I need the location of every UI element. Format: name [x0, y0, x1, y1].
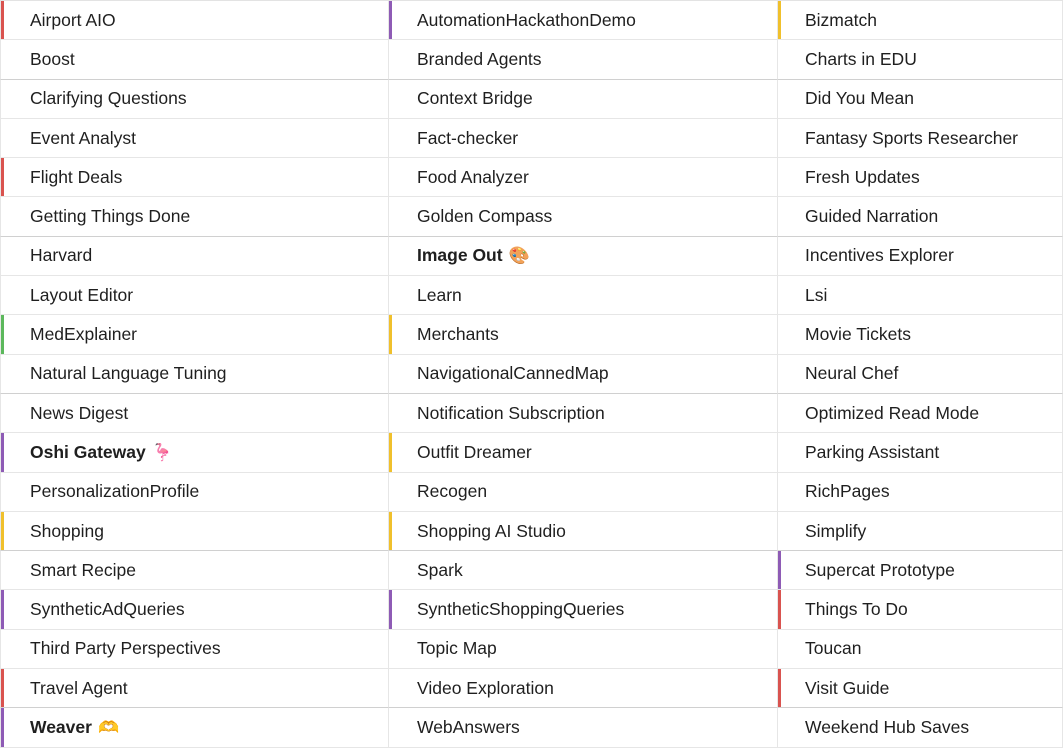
grid-item[interactable] — [0, 708, 389, 747]
grid-item[interactable] — [778, 433, 1063, 472]
grid-item-label: Merchants — [417, 324, 499, 345]
grid-item[interactable] — [778, 276, 1063, 315]
grid-item-label: Food Analyzer — [417, 166, 529, 187]
accent-bar-yellow — [389, 315, 392, 353]
grid-item-label: Travel Agent — [30, 677, 128, 698]
heart-hands-icon: 🫶 — [97, 717, 120, 737]
accent-bar-red — [1, 1, 4, 39]
grid-item[interactable] — [0, 119, 389, 158]
grid-item[interactable] — [0, 433, 389, 472]
grid-item-label: Incentives Explorer — [805, 245, 954, 266]
grid-item-label: Movie Tickets — [805, 324, 911, 345]
grid-item-label: Weekend Hub Saves — [805, 716, 970, 737]
grid-item-label: Harvard — [30, 245, 93, 266]
grid-item-label: Bizmatch — [805, 9, 877, 30]
grid-item-label: Fantasy Sports Researcher — [805, 127, 1019, 148]
accent-bar-yellow — [778, 1, 781, 39]
accent-bar-yellow — [389, 512, 392, 550]
grid-item[interactable] — [778, 590, 1063, 629]
grid-item[interactable] — [389, 276, 778, 315]
grid-item[interactable] — [778, 394, 1063, 433]
accent-bar-yellow — [1, 512, 4, 550]
grid-item-label: WebAnswers — [417, 716, 520, 737]
grid-item[interactable] — [0, 551, 389, 590]
accent-bar-purple — [389, 590, 392, 628]
grid-item[interactable] — [389, 590, 778, 629]
grid-item-label: Video Exploration — [417, 677, 554, 698]
grid-item[interactable] — [778, 119, 1063, 158]
grid-item-label: Fact-checker — [417, 127, 519, 148]
accent-bar-purple — [389, 1, 392, 39]
grid-item[interactable] — [778, 237, 1063, 276]
grid-item[interactable] — [0, 237, 389, 276]
grid-item[interactable] — [778, 630, 1063, 669]
accent-bar-red — [1, 669, 4, 707]
grid-item-label: Third Party Perspectives — [30, 638, 221, 659]
grid-item[interactable] — [0, 512, 389, 551]
accent-bar-purple — [778, 551, 781, 589]
grid-item[interactable] — [389, 197, 778, 236]
grid-item-label: Weaver — [30, 716, 92, 737]
grid-item[interactable] — [0, 394, 389, 433]
grid-item[interactable] — [0, 669, 389, 708]
grid-item[interactable] — [778, 473, 1063, 512]
accent-bar-red — [1, 158, 4, 196]
grid-item[interactable] — [778, 80, 1063, 119]
grid-item-label: Notification Subscription — [417, 402, 605, 423]
grid-item-label: Visit Guide — [805, 677, 890, 698]
grid-item[interactable] — [0, 276, 389, 315]
grid-item-label: Clarifying Questions — [30, 88, 187, 109]
grid-item[interactable] — [778, 1, 1063, 40]
grid-item[interactable] — [778, 669, 1063, 708]
grid-item-label: Toucan — [805, 638, 862, 659]
grid-item-label: Topic Map — [417, 638, 497, 659]
grid-item-label: Supercat Prototype — [805, 559, 955, 580]
grid-item-label: Airport AIO — [30, 9, 116, 30]
accent-bar-red — [778, 590, 781, 628]
grid-item[interactable] — [0, 315, 389, 354]
grid-item-label: Neural Chef — [805, 363, 899, 384]
grid-item[interactable] — [0, 473, 389, 512]
accent-bar-purple — [1, 708, 4, 746]
grid-item[interactable] — [389, 708, 778, 747]
grid-item[interactable] — [778, 315, 1063, 354]
grid-item[interactable] — [389, 355, 778, 394]
grid-item-label: Fresh Updates — [805, 166, 920, 187]
accent-bar-green — [1, 315, 4, 353]
grid-item[interactable] — [389, 40, 778, 79]
grid-item-label: Parking Assistant — [805, 441, 940, 462]
grid-item-label: MedExplainer — [30, 324, 137, 345]
accent-bar-purple — [1, 433, 4, 471]
accent-bar-purple — [1, 590, 4, 628]
grid-item-label: Boost — [30, 48, 75, 69]
grid-item-label: Learn — [417, 284, 462, 305]
grid-item-label: Outfit Dreamer — [417, 441, 532, 462]
grid-item-label: Did You Mean — [805, 88, 914, 109]
grid-item-label: Getting Things Done — [30, 206, 191, 227]
grid-item[interactable] — [778, 512, 1063, 551]
grid-item[interactable] — [0, 158, 389, 197]
grid-item-label: SyntheticAdQueries — [30, 599, 185, 620]
grid-item-label: Lsi — [805, 284, 828, 305]
grid-item-label: Recogen — [417, 481, 488, 502]
grid-item-label: Event Analyst — [30, 127, 137, 148]
accent-bar-yellow — [389, 433, 392, 471]
grid-item-label: Shopping AI Studio — [417, 520, 566, 541]
grid-item[interactable] — [0, 355, 389, 394]
grid-item[interactable] — [389, 237, 778, 276]
grid-item[interactable] — [389, 394, 778, 433]
grid-item-label: Context Bridge — [417, 88, 533, 109]
accent-bar-red — [778, 669, 781, 707]
grid-item-label: Charts in EDU — [805, 48, 917, 69]
grid-item[interactable] — [389, 158, 778, 197]
grid-item[interactable] — [389, 512, 778, 551]
flamingo-icon: 🦩 — [151, 442, 173, 462]
grid-item-label: AutomationHackathonDemo — [417, 9, 636, 30]
grid-item-label: Guided Narration — [805, 206, 939, 227]
grid-item-label: Image Out — [417, 245, 503, 266]
grid-item[interactable] — [0, 590, 389, 629]
grid-item-label: Optimized Read Mode — [805, 402, 980, 423]
grid-item[interactable] — [0, 1, 389, 40]
grid-item-label: NavigationalCannedMap — [417, 363, 609, 384]
grid-item[interactable] — [778, 197, 1063, 236]
grid-item[interactable] — [389, 630, 778, 669]
grid-item[interactable] — [0, 197, 389, 236]
grid-item[interactable] — [389, 433, 778, 472]
grid-item-label: SyntheticShoppingQueries — [417, 599, 625, 620]
grid-item[interactable] — [778, 40, 1063, 79]
grid-item-label: Spark — [417, 559, 463, 580]
palette-icon: 🎨 — [508, 246, 530, 266]
grid-item[interactable] — [778, 355, 1063, 394]
grid-item[interactable] — [389, 669, 778, 708]
grid-item-label: Golden Compass — [417, 206, 553, 227]
grid-item-label: News Digest — [30, 402, 129, 423]
grid-item-label: PersonalizationProfile — [30, 481, 200, 502]
grid-item[interactable] — [778, 158, 1063, 197]
grid-item[interactable] — [389, 80, 778, 119]
grid-item[interactable] — [389, 551, 778, 590]
grid-item[interactable] — [389, 315, 778, 354]
grid-item[interactable] — [0, 40, 389, 79]
grid-item[interactable] — [0, 630, 389, 669]
grid-item-label: Layout Editor — [30, 284, 134, 305]
grid-item[interactable] — [389, 473, 778, 512]
grid-item[interactable] — [778, 708, 1063, 747]
grid-item-label: Flight Deals — [30, 166, 123, 187]
grid-item-label: Smart Recipe — [30, 559, 137, 580]
grid-item-label: RichPages — [805, 481, 890, 502]
grid-item[interactable] — [389, 1, 778, 40]
grid-item-label: Oshi Gateway — [30, 441, 146, 462]
grid-item-label: Branded Agents — [417, 48, 542, 69]
grid-item-label: Things To Do — [805, 599, 908, 620]
grid-item[interactable] — [0, 80, 389, 119]
grid-item[interactable] — [778, 551, 1063, 590]
grid-item-label: Natural Language Tuning — [30, 363, 227, 384]
grid-item-label: Shopping — [30, 520, 104, 541]
grid-item-label: Simplify — [805, 520, 867, 541]
grid-item[interactable] — [389, 119, 778, 158]
